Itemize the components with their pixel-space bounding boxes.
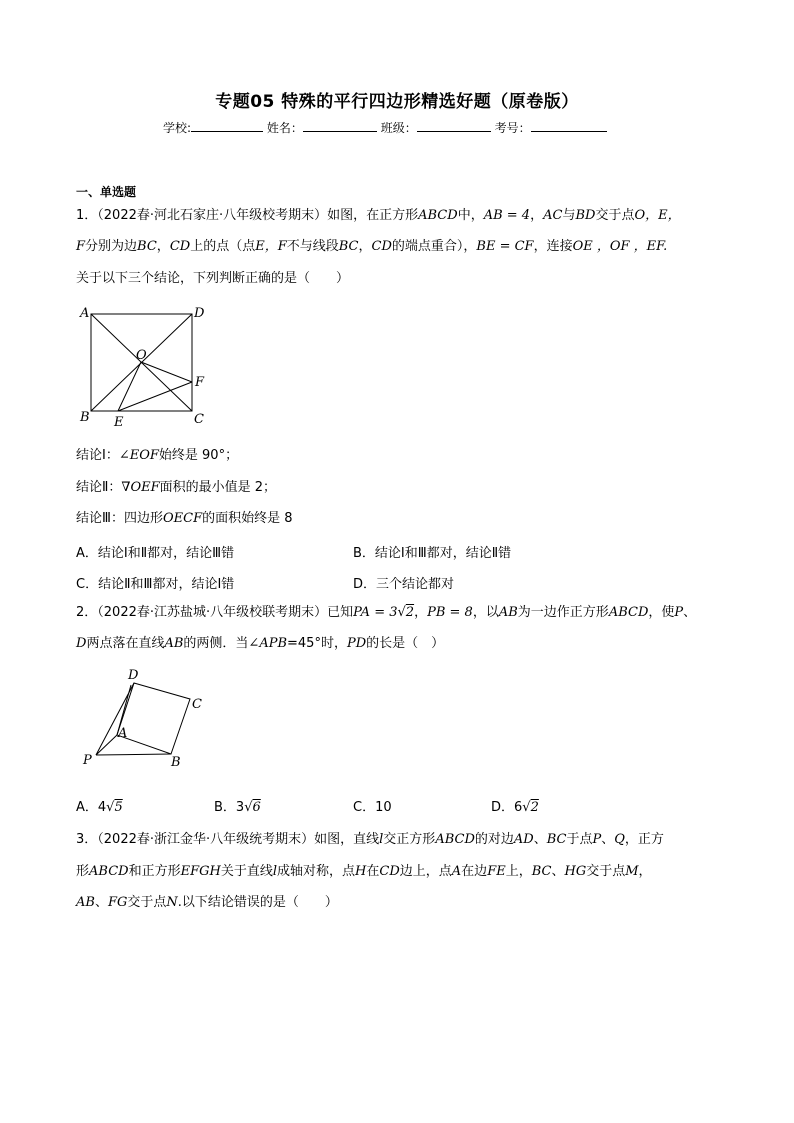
name-label: 姓名： bbox=[266, 121, 303, 135]
q1-math: ABCD bbox=[418, 208, 458, 223]
q2-radicand: 6 bbox=[252, 800, 261, 815]
q1-option-c[interactable]: C．结论Ⅱ和Ⅲ都对，结论Ⅰ错 bbox=[76, 577, 235, 592]
q1-math: E，F bbox=[255, 239, 287, 254]
q1-option-b[interactable]: B．结论Ⅰ和Ⅲ都对，结论Ⅱ错 bbox=[353, 546, 512, 561]
q3-text: 成轴对称，点 bbox=[277, 864, 356, 879]
q3-text: 边上，点 bbox=[399, 864, 452, 879]
q1-text: 不与线段 bbox=[286, 239, 339, 254]
q2-radicand: 2 bbox=[530, 800, 539, 815]
q3-text: 形 bbox=[76, 864, 90, 879]
q3-text: ，正方 bbox=[624, 832, 664, 847]
q3-text: 上， bbox=[505, 864, 532, 879]
q1-text: 与 bbox=[562, 208, 576, 223]
q3-text: 3．（2022春·浙江金华·八年级统考期末）如图，直线 bbox=[76, 832, 380, 847]
q2-option-d[interactable]: D．6√2 bbox=[491, 800, 539, 815]
q3-math: Q bbox=[614, 832, 625, 847]
q3-math: CD bbox=[379, 864, 400, 879]
q1-math: F bbox=[76, 239, 86, 254]
q2-text: 2．（2022春·江苏盐城·八年级校联考期末）已知 bbox=[76, 605, 354, 620]
q1-text: 的端点重合）， bbox=[391, 239, 477, 254]
q1-text: 结论Ⅰ： bbox=[76, 448, 119, 463]
q3-line1 bbox=[76, 832, 664, 848]
q3-text: 、 bbox=[601, 832, 615, 847]
q1-conclusion-3 bbox=[76, 511, 293, 527]
q2-math: PD bbox=[346, 636, 367, 651]
q1-math: CD bbox=[169, 239, 191, 254]
q3-math: l bbox=[379, 832, 384, 847]
q3-math: BC bbox=[531, 864, 552, 879]
school-label: 学校: bbox=[163, 121, 192, 135]
section-heading: 一、单选题 bbox=[76, 185, 137, 199]
q3-text: 、 bbox=[94, 895, 108, 910]
segment-pb bbox=[96, 754, 171, 755]
q3-line2 bbox=[76, 864, 652, 880]
q3-text: 交于点 bbox=[127, 895, 167, 910]
q3-text: 、 bbox=[533, 832, 547, 847]
q2-math: ABCD bbox=[608, 605, 649, 620]
q1-math: BC bbox=[338, 239, 359, 254]
label-a: A bbox=[80, 306, 90, 321]
q3-text: 于点 bbox=[566, 832, 593, 847]
q3-text: .以下结论错误的是（ ） bbox=[177, 895, 338, 910]
q2-math: D bbox=[76, 636, 87, 651]
q3-text: 的对边 bbox=[474, 832, 514, 847]
q1-math: O，E， bbox=[634, 208, 681, 223]
q2-math: AB bbox=[498, 605, 518, 620]
q1-math: OE ，OF ，EF. bbox=[572, 239, 668, 254]
q2-figure bbox=[76, 665, 216, 775]
q3-text: 、 bbox=[551, 864, 565, 879]
number-label: 考号： bbox=[494, 121, 531, 135]
q1-option-a[interactable]: A．结论Ⅰ和Ⅱ都对，结论Ⅲ错 bbox=[76, 546, 235, 561]
q1-text: 结论Ⅱ： bbox=[76, 480, 122, 495]
q2-text: ， bbox=[414, 605, 428, 620]
q2-option-text: D．6 bbox=[491, 800, 523, 815]
q3-text: 在边 bbox=[461, 864, 488, 879]
q3-math: ABCD bbox=[435, 832, 475, 847]
q3-math: M bbox=[625, 864, 639, 879]
q2-radical: √2 bbox=[397, 605, 415, 620]
label-d: D bbox=[128, 668, 139, 683]
q1-text: ， bbox=[358, 239, 372, 254]
q3-text: 交正方形 bbox=[383, 832, 436, 847]
q2-option-b[interactable]: B．3√6 bbox=[214, 800, 261, 815]
q1-math: BE = CF bbox=[476, 239, 534, 254]
q3-math: FE bbox=[487, 864, 506, 879]
q1-conclusion-2 bbox=[76, 480, 276, 496]
q1-line1 bbox=[76, 208, 681, 224]
page-title: 专题05 特殊的平行四边形精选好题（原卷版） bbox=[215, 92, 579, 112]
label-c: C bbox=[194, 412, 204, 427]
q2-text: 的两侧．当 bbox=[183, 636, 249, 651]
q2-text: 两点落在直线 bbox=[86, 636, 165, 651]
label-d: D bbox=[194, 306, 205, 321]
q1-math: BC bbox=[137, 239, 157, 254]
q1-text: ，连接 bbox=[533, 239, 573, 254]
q1-text: ， bbox=[530, 208, 544, 223]
name-blank[interactable] bbox=[303, 119, 377, 132]
q1-text: 上的点（点 bbox=[190, 239, 256, 254]
label-e: E bbox=[114, 415, 124, 430]
q2-option-text: A．4 bbox=[76, 800, 107, 815]
q2-option-a[interactable]: A．4√5 bbox=[76, 800, 123, 815]
class-label: 班级： bbox=[380, 121, 417, 135]
q3-text: 关于直线 bbox=[220, 864, 273, 879]
label-b: B bbox=[171, 755, 181, 770]
q3-math: N bbox=[166, 895, 178, 910]
label-c: C bbox=[192, 697, 202, 712]
q2-text: ，使 bbox=[648, 605, 675, 620]
q1-math: BD bbox=[575, 208, 596, 223]
q1-math: OECF bbox=[162, 511, 203, 526]
q3-text: 交于点 bbox=[586, 864, 626, 879]
q1-text: 始终是 90°； bbox=[158, 448, 239, 463]
q2-math: P bbox=[674, 605, 684, 620]
q2-math: AB bbox=[164, 636, 184, 651]
q1-math: CD bbox=[371, 239, 392, 254]
q2-math: PA = 3 bbox=[353, 605, 398, 620]
student-info-line bbox=[163, 119, 607, 136]
class-blank[interactable] bbox=[417, 119, 491, 132]
q1-math: ∠EOF bbox=[118, 448, 159, 463]
q1-math: ∇OEF bbox=[121, 480, 160, 495]
q3-math: ABCD bbox=[89, 864, 129, 879]
q1-math: AC bbox=[543, 208, 563, 223]
label-p: P bbox=[83, 753, 92, 768]
q2-text: ，以 bbox=[472, 605, 499, 620]
segment-of bbox=[141, 362, 192, 382]
q3-text: 和正方形 bbox=[128, 864, 181, 879]
q1-text: 面积的最小值是 2； bbox=[159, 480, 277, 495]
q2-line2 bbox=[76, 636, 444, 652]
q2-text: 、 bbox=[683, 605, 697, 620]
q3-math: P bbox=[592, 832, 602, 847]
q1-line2 bbox=[76, 239, 667, 255]
school-blank[interactable] bbox=[191, 119, 263, 132]
q1-text: 分别为边 bbox=[85, 239, 138, 254]
q3-math: EFGH bbox=[180, 864, 221, 879]
number-blank[interactable] bbox=[531, 119, 607, 132]
q2-line1 bbox=[76, 605, 696, 621]
label-b: B bbox=[80, 410, 90, 425]
label-a: A bbox=[118, 726, 128, 741]
segment-pa bbox=[96, 735, 117, 755]
q1-text: ， bbox=[156, 239, 170, 254]
q3-text: ， bbox=[638, 864, 652, 879]
q1-text: 的面积始终是 8 bbox=[202, 511, 293, 526]
q1-conclusion-1 bbox=[76, 448, 238, 464]
q1-text: 中， bbox=[457, 208, 484, 223]
q2-math: ∠APB bbox=[248, 636, 288, 651]
q1-line3: 关于以下三个结论，下列判断正确的是（ ） bbox=[76, 271, 350, 286]
label-f: F bbox=[195, 375, 205, 390]
q2-radicand: 5 bbox=[114, 800, 123, 815]
q1-text: 1．（2022春·河北石家庄·八年级校考期末）如图，在正方形 bbox=[76, 208, 419, 223]
q3-math: AB bbox=[76, 895, 95, 910]
q3-math: AD bbox=[513, 832, 534, 847]
q1-text: 交于点 bbox=[595, 208, 635, 223]
q1-option-d[interactable]: D．三个结论都对 bbox=[353, 577, 455, 592]
q2-text: 为一边作正方形 bbox=[517, 605, 609, 620]
q3-text: 在 bbox=[366, 864, 380, 879]
label-o: O bbox=[136, 348, 147, 363]
q1-math: AB = 4 bbox=[483, 208, 531, 223]
q2-text: =45°时， bbox=[287, 636, 347, 651]
q3-line3 bbox=[76, 895, 338, 911]
q2-option-c[interactable]: C．10 bbox=[353, 800, 392, 815]
q1-figure bbox=[76, 302, 216, 432]
q3-math: FG bbox=[107, 895, 128, 910]
q3-math: BC bbox=[546, 832, 567, 847]
q2-option-text: B．3 bbox=[214, 800, 245, 815]
q3-math: HG bbox=[564, 864, 587, 879]
q2-radicand: 2 bbox=[405, 605, 415, 620]
q1-text: 结论Ⅲ：四边形 bbox=[76, 511, 163, 526]
q3-math: l bbox=[272, 864, 278, 879]
q2-math: PB = 8 bbox=[427, 605, 473, 620]
q2-text: 的长是（ ） bbox=[366, 636, 445, 651]
q3-math: A bbox=[451, 864, 462, 879]
q3-math: H bbox=[355, 864, 367, 879]
